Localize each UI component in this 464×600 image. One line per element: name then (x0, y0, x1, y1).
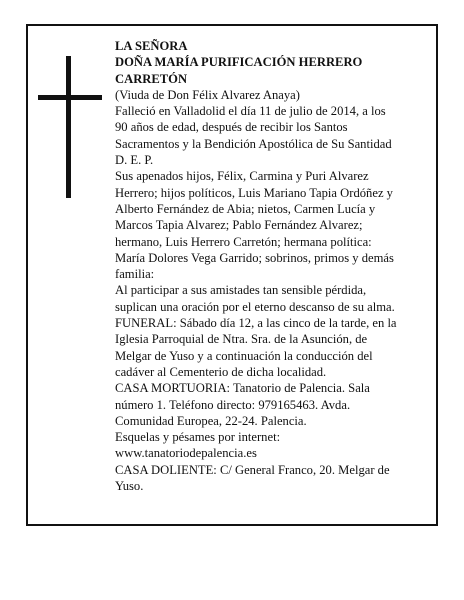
prayer-request-line: Al participar a sus amistades tan sensible pérdida, (115, 283, 367, 298)
obituary-notice (26, 24, 438, 526)
family-line: María Dolores Vega Garrido; sobrinos, primos y demás (115, 250, 394, 265)
family-line: hermano, Luis Herrero Carretón; hermana política: (115, 234, 372, 249)
cross-vertical-beam (66, 56, 71, 198)
family-line: Marcos Tapia Alvarez; Pablo Fernández Alvarez; (115, 218, 363, 233)
family-home-line: Yuso. (115, 479, 144, 494)
family-line: Alberto Fernández de Abia; nietos, Carmen Lucía y (115, 201, 376, 216)
cross-horizontal-beam (38, 95, 102, 100)
family-line: Sus apenados hijos, Félix, Carmina y Puri Alvarez (115, 169, 369, 184)
death-announcement-line: Falleció en Valladolid el día 11 de julio de 2014, a los (115, 104, 386, 119)
notice-text (115, 38, 433, 494)
widow-note: (Viuda de Don Félix Alvarez Anaya) (115, 87, 300, 102)
death-announcement-line: Sacramentos y la Bendición Apostólica de Su Santidad (115, 136, 392, 151)
funeral-info-line: Melgar de Yuso y a continuación la conducción del (115, 348, 373, 363)
funeral-info-line: cadáver al Cementerio de dicha localidad. (115, 364, 327, 379)
deceased-name-line-2: CARRETÓN (115, 71, 188, 86)
funeral-info-line: FUNERAL: Sábado día 12, a las cinco de la tarde, en la (115, 316, 397, 331)
family-line: familia: (115, 267, 155, 282)
website-link[interactable]: www.tanatoriodepalencia.es (115, 446, 257, 461)
family-home-line: CASA DOLIENTE: C/ General Franco, 20. Melgar de (115, 462, 390, 477)
heading-title: LA SEÑORA (115, 39, 188, 53)
family-line: Herrero; hijos políticos, Luis Mariano Tapia Ordóñez y (115, 185, 393, 200)
latin-cross-icon (38, 56, 102, 198)
mortuary-info-line: número 1. Teléfono directo: 979165463. Avda. (115, 397, 351, 412)
mortuary-info-line: CASA MORTUORIA: Tanatorio de Palencia. Sala (115, 381, 370, 396)
prayer-request-line: suplican una oración por el eterno descanso de su alma. (115, 299, 395, 314)
deceased-name-line-1: DOÑA MARÍA PURIFICACIÓN HERRERO (115, 55, 363, 70)
rip-line: D. E. P. (115, 153, 154, 168)
funeral-info-line: Iglesia Parroquial de Ntra. Sra. de la Asunción, de (115, 332, 368, 347)
mortuary-info-line: Comunidad Europea, 22-24. Palencia. (115, 413, 307, 428)
internet-condolences-label: Esquelas y pésames por internet: (115, 430, 281, 445)
death-announcement-line: 90 años de edad, después de recibir los Santos (115, 120, 348, 135)
